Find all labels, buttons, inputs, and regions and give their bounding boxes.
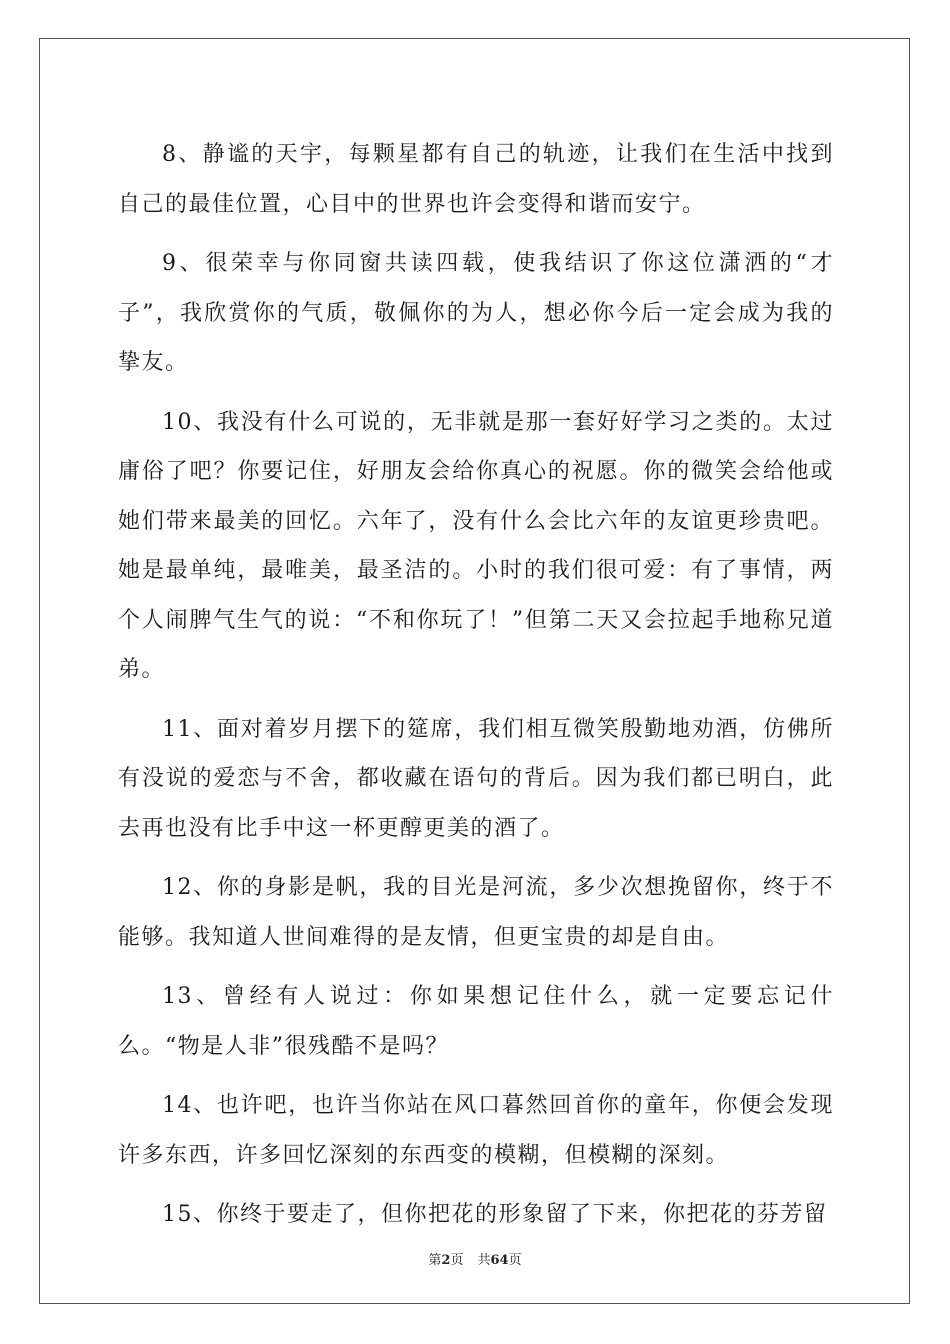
paragraph-13: 13、曾经有人说过：你如果想记住什么，就一定要忘记什么。“物是人非”很残酷不是吗？ <box>118 984 834 1059</box>
paragraph-9: 9、很荣幸与你同窗共读四载，使我结识了你这位潇洒的“才子”，我欣赏你的气质，敬佩你的为人，想必你今后一定会成为我的挚友。 <box>118 251 834 375</box>
document-body <box>118 130 834 1240</box>
paragraph-10: 10、我没有什么可说的，无非就是那一套好好学习之类的。太过庸俗了吧？你要记住，好朋友会给你真心的祝愿。你的微笑会给他或她们带来最美的回忆。六年了，没有什么会比六年的友谊更珍贵吧。她是最单纯，最唯美，最圣洁的。小时的我们很可爱：有了事情，两个人闹脾气生气的说：“不和你玩了！”但第二天又会拉起手地称兄道弟。 <box>118 409 834 682</box>
paragraph-14: 14、也许吧，也许当你站在风口暮然回首你的童年，你便会发现许多东西，许多回忆深刻的东西变的模糊，但模糊的深刻。 <box>118 1093 834 1168</box>
paragraph-8: 8、静谧的天宇，每颗星都有自己的轨迹，让我们在生活中找到自己的最佳位置，心目中的世界也许会变得和谐而安宁。 <box>118 142 834 217</box>
page-number: 第2页 <box>428 1253 464 1268</box>
page-total: 共64页 <box>477 1253 522 1268</box>
paragraph-12: 12、你的身影是帆，我的目光是河流，多少次想挽留你，终于不能够。我知道人世间难得的是友情，但更宝贵的却是自由。 <box>118 875 834 950</box>
paragraph-15: 15、你终于要走了，但你把花的形象留了下来，你把花的芬芳留 <box>162 1202 828 1227</box>
page-footer <box>0 1249 950 1268</box>
paragraph-11: 11、面对着岁月摆下的筵席，我们相互微笑殷勤地劝酒，仿佛所有没说的爱恋与不舍，都收藏在语句的背后。因为我们都已明白，此去再也没有比手中这一杯更醇更美的酒了。 <box>118 716 834 841</box>
